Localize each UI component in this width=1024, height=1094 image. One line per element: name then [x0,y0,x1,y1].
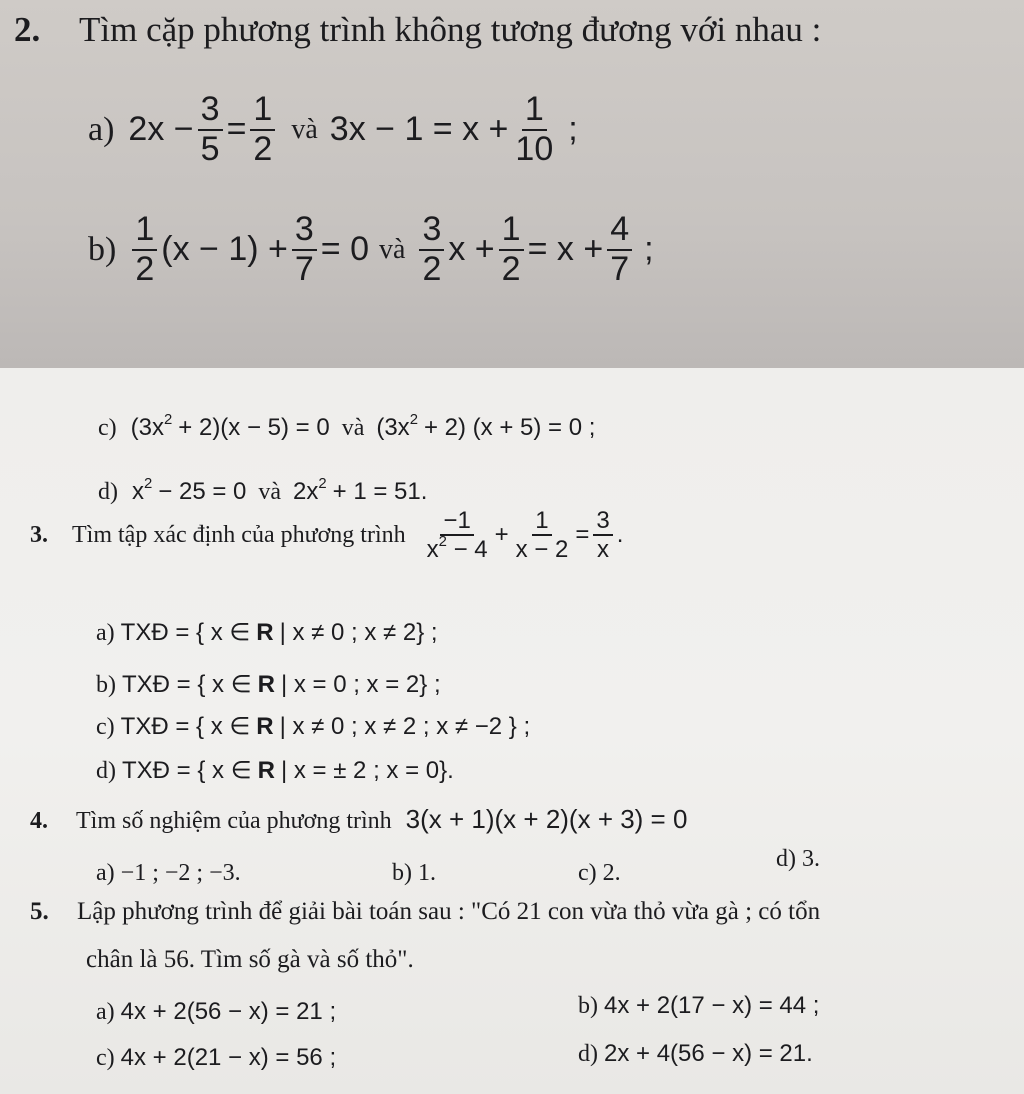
q2b-eq2-mid: = x + [527,230,604,269]
q2b-frac5-den: 7 [610,249,630,288]
q4c-label: c) [578,860,597,886]
q3-frac1-den-rest: − 4 [453,536,488,564]
q2a-eq2-lhs: 3x − 1 = x + [329,110,509,149]
q5a-text: 4x + 2(56 − x) = 21 ; [120,998,337,1025]
q3-frac-1 [424,508,491,562]
q2a-frac3-den: 10 [515,129,554,168]
q3-option-d [96,756,454,785]
q3d-label: d) [96,758,116,784]
q2b-frac3-den: 2 [422,249,442,288]
q2b-semicolon: ; [644,230,654,269]
q2b-frac-4-7 [607,212,632,287]
q2b-frac4-num: 1 [499,212,524,251]
q2a-frac-1-10 [512,92,556,167]
q3-plus: + [494,521,509,549]
q2b-frac-1-2 [132,212,157,287]
q3a-label: a) [96,620,115,646]
q5c-text: 4x + 2(21 − x) = 56 ; [120,1044,337,1071]
q5-text-line1: Lập phương trình để giải bài toán sau : "Có 21 con vừa thỏ vừa gà ; có tổn [77,898,821,925]
q3-frac-3 [593,508,612,562]
q4-equation: 3(x + 1)(x + 2)(x + 3) = 0 [405,804,688,834]
q2a-semicolon: ; [568,110,578,149]
q2b-eq2-x: x + [448,230,495,269]
q3c-pre: TXĐ = { x ∈ [120,713,251,740]
q2b-frac-1-2b [499,212,524,287]
q2-option-b [88,212,654,287]
q2a-frac-1-2 [250,92,275,167]
q2-heading [14,10,821,50]
q4-title: Tìm số nghiệm của phương trình [76,808,392,834]
upper-page-region [0,0,1024,368]
q2c-part1: (3x [130,414,164,441]
q2c-part3: (3x [376,414,410,441]
q3-frac2-num: 1 [532,508,551,536]
q2b-frac1-den: 2 [135,249,155,288]
q4d-text: 3. [802,846,820,872]
q3d-post: | x = ± 2 ; x = 0}. [280,757,454,784]
q4c-text: 2. [602,860,621,886]
q2b-eq1-rhs: = 0 [320,230,369,269]
q2b-frac2-num: 3 [292,212,317,251]
q3b-real-set: R [257,671,275,698]
q2-option-a [88,92,578,167]
q2c-exp1: 2 [164,411,173,428]
q2c-part4: + 2) (x + 5) = 0 ; [423,414,596,441]
q2a-eq1-lhs: 2x − [128,110,194,149]
q2d-part3: 2x [293,478,319,505]
q5-option-b [578,992,819,1020]
q2c-label: c) [98,415,117,441]
q5-option-a [96,998,336,1026]
q3-frac1-den-exp: 2 [438,534,447,551]
q2d-part2: − 25 = 0 [158,478,247,505]
q2-option-c [98,411,596,442]
q3b-label: b) [96,672,116,698]
q4-number: 4. [30,808,48,834]
q3-frac3-num: 3 [593,508,612,536]
q3-option-b [96,670,441,699]
q3c-post: | x ≠ 0 ; x ≠ 2 ; x ≠ −2 } ; [279,713,531,740]
q5-line1 [30,898,820,926]
q2b-frac5-num: 4 [607,212,632,251]
q3-equals: = [575,521,590,549]
q3d-pre: TXĐ = { x ∈ [122,757,252,784]
q2b-frac-3-7 [292,212,317,287]
q2b-frac4-den: 2 [501,249,521,288]
q2a-frac1-den: 5 [200,129,220,168]
q5d-label: d) [578,1041,598,1067]
q2c-and: và [341,415,365,441]
q3-option-c [96,712,530,741]
q3d-real-set: R [257,757,275,784]
q4d-label: d) [776,846,796,872]
q4-option-c [578,860,621,887]
q2-title: Tìm cặp phương trình không tương đương với nhau : [79,10,822,49]
q3-frac2-den: x − 2 [515,536,569,564]
q2b-frac3-num: 3 [419,212,444,251]
q5b-label: b) [578,993,598,1019]
q2b-frac1-num: 1 [132,212,157,251]
q4-option-b [392,860,436,887]
q4b-label: b) [392,860,412,886]
q3-frac-2 [513,508,572,562]
q3b-pre: TXĐ = { x ∈ [122,671,252,698]
q2a-eq1-equals: = [226,110,247,149]
q4a-label: a) [96,860,115,886]
q2d-part4: + 1 = 51. [332,478,428,505]
q3a-post: | x ≠ 0 ; x ≠ 2} ; [279,619,438,646]
q3-option-a [96,618,438,647]
q2b-label: b) [88,230,117,268]
q3a-real-set: R [256,619,274,646]
q5c-label: c) [96,1045,115,1071]
q2-option-d [98,475,428,506]
q3-heading [30,508,623,562]
q2b-and: và [379,233,406,265]
q5b-text: 4x + 2(17 − x) = 44 ; [604,992,820,1019]
q2d-exp2: 2 [318,475,327,492]
q5-option-d [578,1040,813,1068]
q3-frac3-den: x [597,536,610,564]
q3a-pre: TXĐ = { x ∈ [120,619,251,646]
q2-number: 2. [14,10,41,49]
q5-line2: chân là 56. Tìm số gà và số thỏ". [86,946,414,973]
q2d-part1: x [132,478,144,505]
q2c-exp2: 2 [409,411,418,428]
q4b-text: 1. [418,860,436,886]
q2a-and: và [291,113,318,145]
q3c-label: c) [96,714,115,740]
q5a-label: a) [96,999,115,1025]
q2b-frac-3-2 [419,212,444,287]
q5d-text: 2x + 4(56 − x) = 21. [604,1040,813,1067]
q2b-frac2-den: 7 [294,249,314,288]
q2d-and: và [258,479,282,505]
q2b-eq1-mid: (x − 1) + [161,230,288,269]
q3-title: Tìm tập xác định của phương trình [72,521,406,548]
q2a-frac2-den: 2 [253,129,273,168]
q2a-frac-3-5 [198,92,223,167]
q3-period: . [616,521,624,549]
q5-option-c [96,1044,336,1072]
q4-option-a [96,860,241,887]
q4-option-d [776,846,820,873]
q2a-frac1-num: 3 [198,92,223,131]
q2d-exp1: 2 [144,475,153,492]
q2d-label: d) [98,479,118,505]
q3c-real-set: R [256,713,274,740]
q3-number: 3. [30,521,48,548]
q2c-part2: + 2)(x − 5) = 0 [178,414,330,441]
q4-heading [30,804,687,835]
q2a-frac2-num: 1 [250,92,275,131]
q2a-label: a) [88,110,115,148]
q3-frac1-num: −1 [440,508,473,536]
q2a-frac3-num: 1 [522,92,547,131]
q3-frac1-den-base: x [426,536,439,564]
q3b-post: | x = 0 ; x = 2} ; [280,671,441,698]
q5-number: 5. [30,898,49,925]
q4a-text: −1 ; −2 ; −3. [120,860,241,886]
